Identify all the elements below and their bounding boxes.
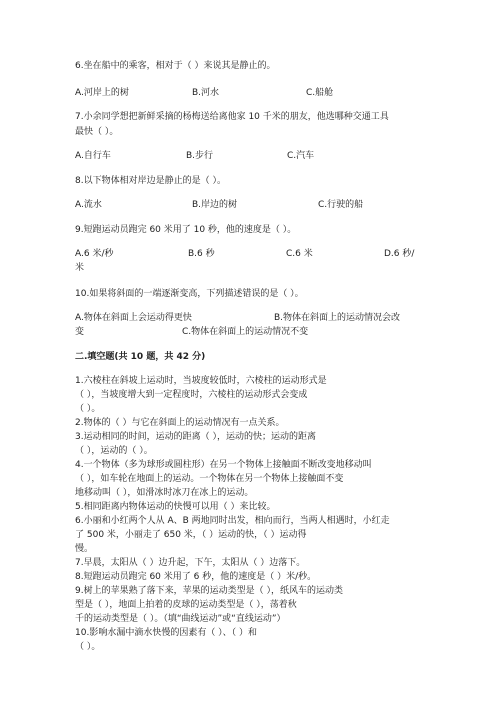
question-7-option-a: A.自行车 <box>75 151 111 161</box>
question-9-stem: 9.短跑运动员跑完 60 米用了 10 秒，他的速度是（ ）。 <box>75 225 297 235</box>
question-10-option-b-wrap: 变 <box>75 327 85 337</box>
fill-line: 2.物体的（ ）与它在斜面上的运动情况有一点关系。 <box>75 418 285 428</box>
fill-line: 型是（ ），地面上拍着的皮球的运动类型是（ ），荡着秋 <box>75 600 297 610</box>
question-7-option-c: C.汽车 <box>287 151 315 161</box>
fill-line: 了 500 米，小丽走了 650 米，（ ）运动的快，（ ）运动得 <box>75 530 307 540</box>
question-6-stem: 6.坐在船中的乘客，相对于（ ）来说其是静止的。 <box>75 61 276 71</box>
question-7-stem-line-2: 最快（ ）。 <box>75 127 119 137</box>
question-9-option-c: C.6 米 <box>286 249 313 259</box>
fill-line: 1.六棱柱在斜坡上运动时，当坡度较低时，六棱柱的运动形式是 <box>75 376 327 386</box>
fill-line: 10.影响水漏中滴水快慢的因素有（ ）、（ ）和 <box>75 628 258 638</box>
fill-line: 7.早晨，太阳从（ ）边升起，下午，太阳从（ ）边落下。 <box>75 558 306 568</box>
fill-line: 地移动叫（ ），如滑冰时冰刀在冰上的运动。 <box>75 488 254 498</box>
question-8-option-c: C.行驶的船 <box>318 200 364 210</box>
question-6-option-c: C.船舱 <box>306 88 334 98</box>
question-9-option-b: B.6 秒 <box>188 249 215 259</box>
fill-line: 4.一个物体（多为球形或圆柱形）在另一个物体上接触面不断改变地移动叫 <box>75 460 372 470</box>
question-6-option-b: B.河水 <box>192 88 220 98</box>
fill-line: （ ），当坡度增大到一定程度时，六棱柱的运动形式会变成 <box>75 390 308 400</box>
question-9-option-d-wrap: 米 <box>75 263 85 273</box>
question-9-option-a: A.6 米/秒 <box>75 249 114 259</box>
question-8-option-b: B.岸边的树 <box>192 200 238 210</box>
fill-line: 8.短跑运动员跑完 60 米用了 6 秒，他的速度是（ ）米/秒。 <box>75 572 317 582</box>
fill-line: 3.运动相同的时间，运动的距离（ ），运动的快；运动的距离 <box>75 432 316 442</box>
question-10-option-c: C.物体在斜面上的运动情况不变 <box>182 327 309 337</box>
question-8-option-a: A.流水 <box>75 200 102 210</box>
fill-line: （ ），运动的（ ）。 <box>75 446 153 456</box>
fill-line: 慢。 <box>75 544 94 554</box>
fill-line: （ ），如车轮在地面上的运动。一个物体在另一个物体上接触面不变 <box>75 474 344 484</box>
fill-line: 6.小丽和小红两个人从 A、B 两地同时出发，相向而行，当两人相遇时，小红走 <box>75 516 390 526</box>
fill-line: （ ）。 <box>75 642 101 652</box>
question-7-stem-line-1: 7.小余同学想把新鲜采摘的杨梅送给离他家 10 千米的朋友，他选哪种交通工具 <box>75 112 389 122</box>
question-8-stem: 8.以下物体相对岸边是静止的是（ ）。 <box>75 176 226 186</box>
fill-line: （ ）。 <box>75 404 101 414</box>
question-10-option-a: A.物体在斜面上会运动得更快 <box>75 313 192 323</box>
fill-line: 千的运动类型是（ ）。（填“曲线运动”或“直线运动”） <box>75 614 286 624</box>
question-10-stem: 10.如果将斜面的一端逐渐变高，下列描述错误的是（ ）。 <box>75 289 304 299</box>
section-2-title: 二.填空题(共 10 题，共 42 分) <box>75 352 206 362</box>
question-10-option-b: B.物体在斜面上的运动情况会改 <box>274 313 401 323</box>
question-9-option-d: D.6 秒/ <box>384 249 415 259</box>
fill-line: 9.树上的苹果熟了落下来，苹果的运动类型是（ ），纸风车的运动类 <box>75 586 343 596</box>
question-6-option-a: A.河岸上的树 <box>75 88 129 98</box>
question-7-option-b: B.步行 <box>186 151 214 161</box>
fill-line: 5.相同距离内物体运动的快慢可以用（ ）来比较。 <box>75 502 276 512</box>
